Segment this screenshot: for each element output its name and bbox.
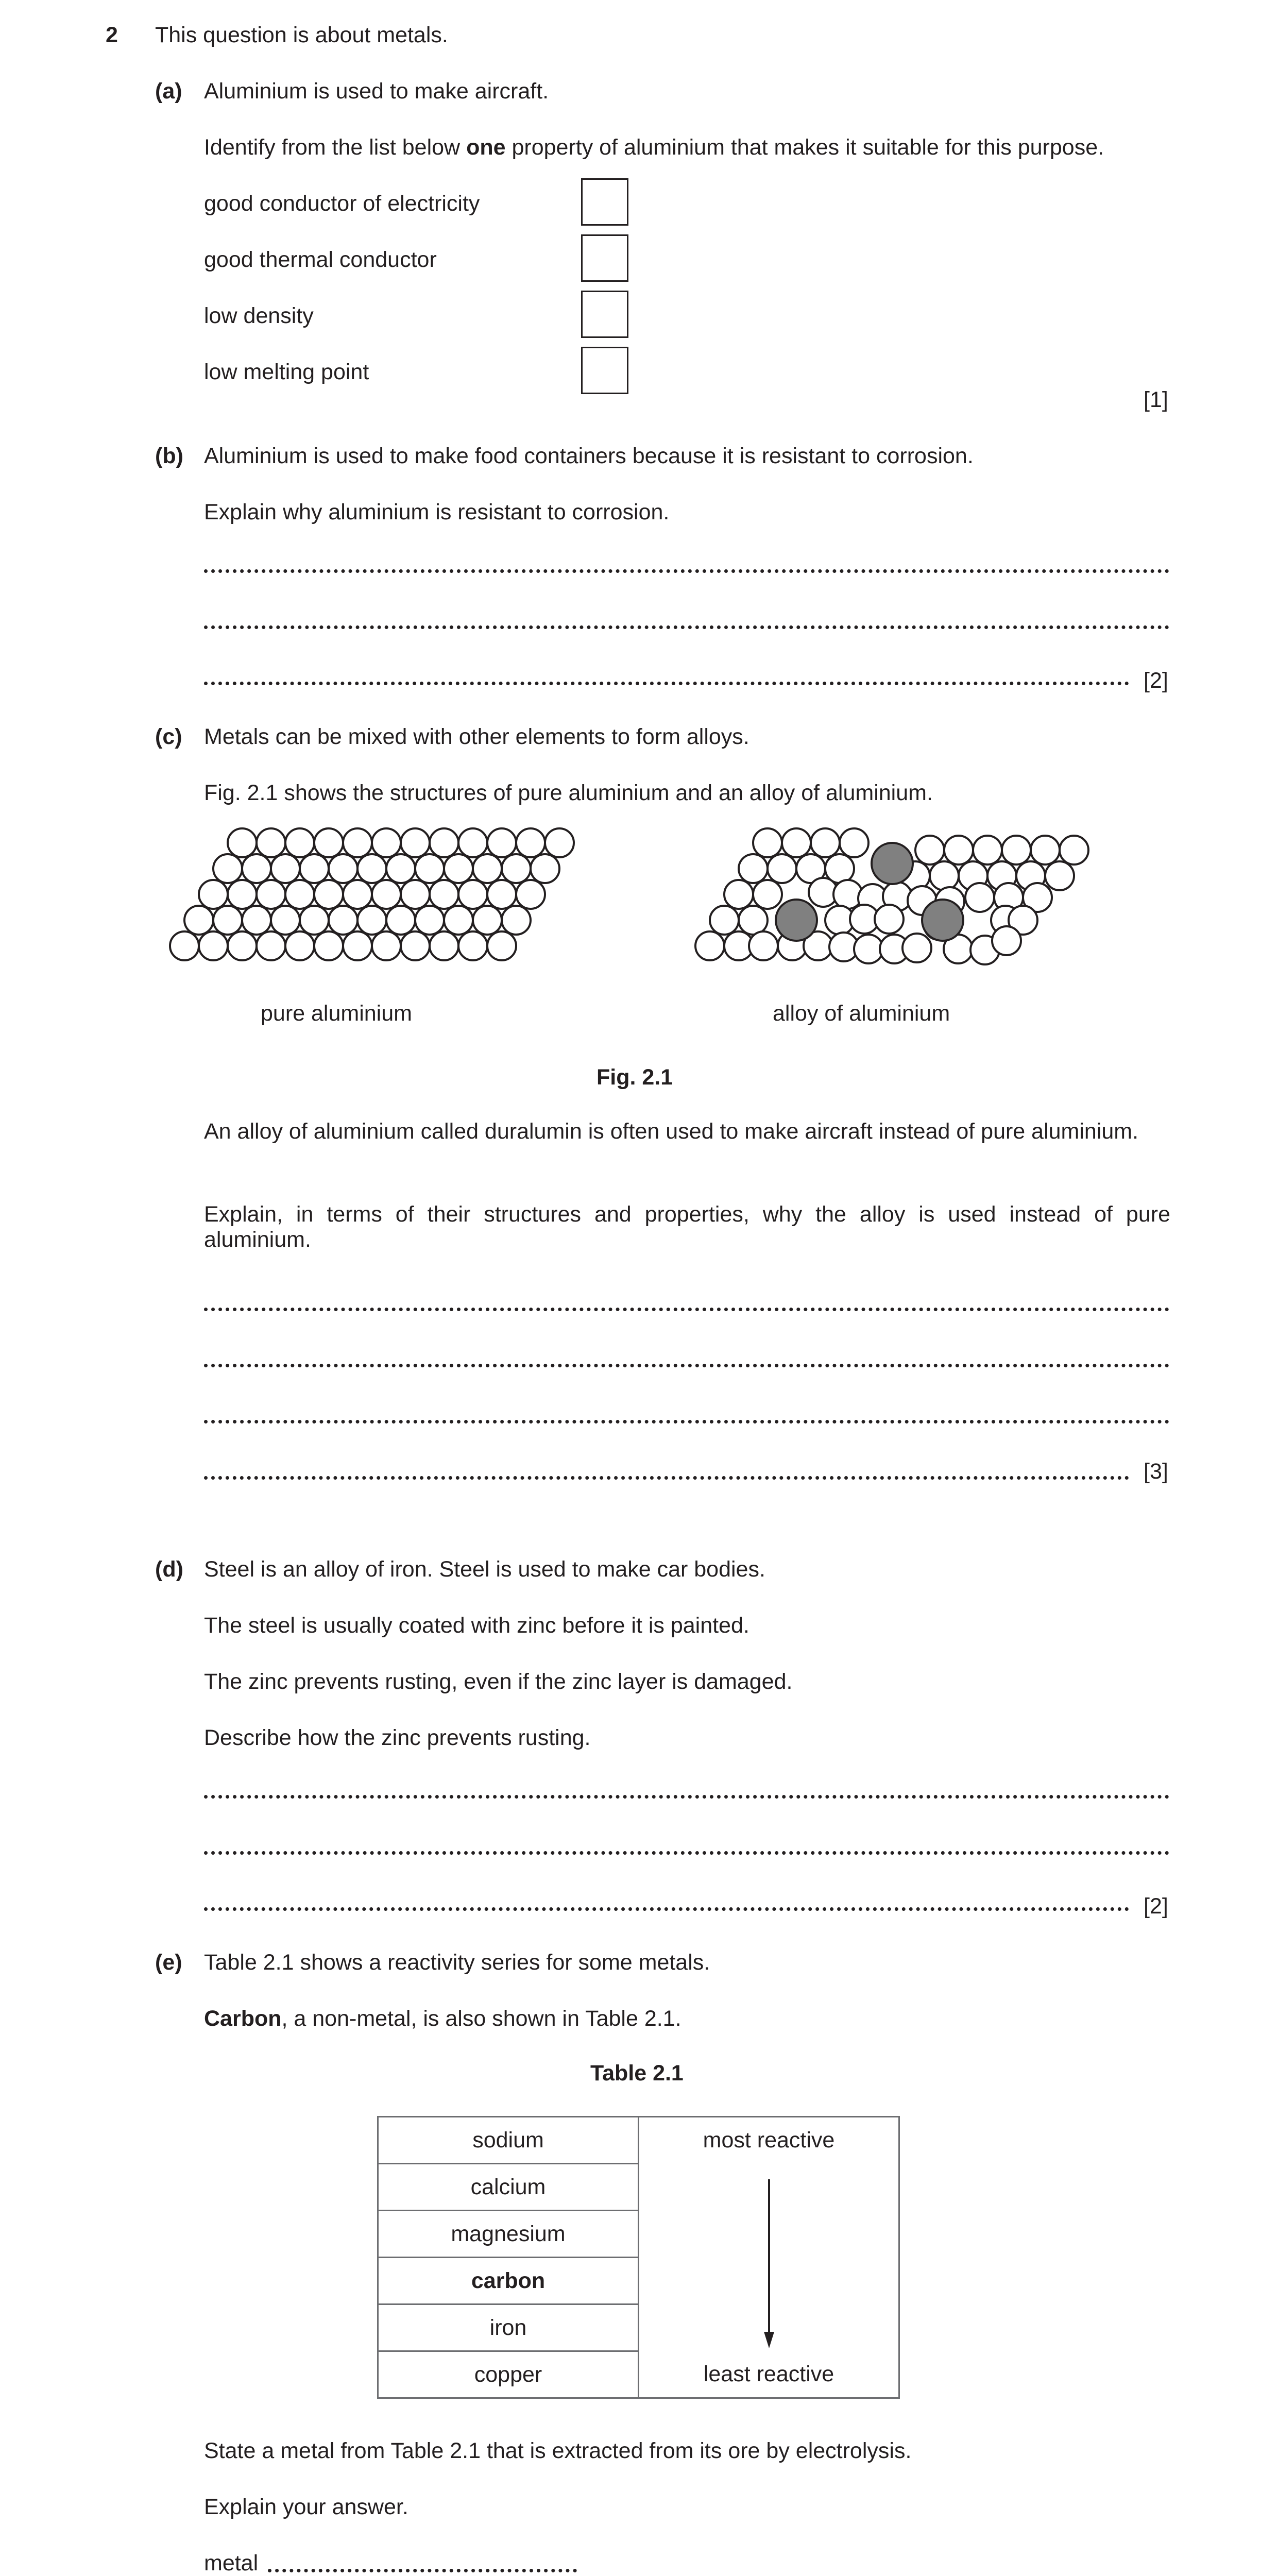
aluminium-atom (739, 854, 768, 883)
aluminium-atom (401, 931, 430, 960)
alloying-atom (872, 843, 913, 884)
aluminium-atom (343, 931, 372, 960)
part-e-label: (e) (155, 1950, 182, 1975)
aluminium-atom (257, 931, 285, 960)
aluminium-atom (213, 906, 242, 935)
aluminium-atom (314, 880, 343, 909)
part-a-instruction: Identify from the list below one property of aluminium that makes it suitable for this purpose. (204, 135, 1104, 160)
aluminium-atom (285, 828, 314, 857)
aluminium-atom (902, 934, 931, 962)
part-e-line1: Table 2.1 shows a reactivity series for some metals. (204, 1950, 710, 1975)
aluminium-atom (753, 880, 782, 909)
aluminium-atom (357, 906, 386, 935)
part-d-line2: The steel is usually coated with zinc before it is painted. (204, 1613, 749, 1638)
aluminium-atom (372, 880, 401, 909)
aluminium-atom (257, 828, 285, 857)
part-c-para1: An alloy of aluminium called duralumin is often used to make aircraft instead of pure aluminium. (204, 1119, 1139, 1144)
part-a-stem: Aluminium is used to make aircraft. (204, 79, 549, 104)
aluminium-atom (415, 906, 444, 935)
aluminium-atom (487, 828, 516, 857)
part-d-line1: Steel is an alloy of iron. Steel is used to make car bodies. (204, 1557, 765, 1582)
aluminium-atom (401, 828, 430, 857)
aluminium-atom (285, 931, 314, 960)
aluminium-atom (213, 854, 242, 883)
aluminium-atom (372, 828, 401, 857)
aluminium-atom (739, 906, 768, 935)
part-d-label: (d) (155, 1557, 183, 1582)
aluminium-atom (300, 906, 329, 935)
caption-alloy: alloy of aluminium (773, 1001, 950, 1026)
aluminium-atom (199, 931, 228, 960)
aluminium-atom (314, 931, 343, 960)
part-e-question: State a metal from Table 2.1 that is extracted from its ore by electrolysis. (204, 2438, 912, 2463)
part-b-label: (b) (155, 444, 183, 468)
aluminium-atom (285, 880, 314, 909)
aluminium-atom (545, 828, 574, 857)
aluminium-atom (199, 880, 228, 909)
aluminium-atom (695, 931, 724, 960)
answer-line[interactable] (204, 569, 1169, 573)
aluminium-atom (502, 854, 531, 883)
aluminium-atom (329, 854, 357, 883)
question-intro: This question is about metals. (155, 23, 448, 47)
aluminium-atom (753, 828, 782, 857)
answer-line[interactable] (204, 1308, 1169, 1311)
alloying-atom (922, 900, 963, 941)
part-c-stem: Metals can be mixed with other elements to form alloys. (204, 724, 749, 749)
option-checkbox[interactable] (581, 234, 628, 282)
answer-line[interactable] (204, 1907, 1129, 1911)
aluminium-atom (811, 828, 840, 857)
part-b-stem: Aluminium is used to make food containers because it is resistant to corrosion. (204, 444, 974, 468)
figure-title: Fig. 2.1 (597, 1065, 673, 1090)
part-e-explain: Explain your answer. (204, 2495, 408, 2519)
part-b-marks: [2] (1144, 668, 1168, 693)
least-reactive-label: least reactive (703, 2362, 834, 2386)
aluminium-atom (782, 828, 811, 857)
aluminium-atom (242, 854, 271, 883)
part-a-marks: [1] (1144, 387, 1168, 412)
option-label: low melting point (204, 360, 369, 384)
aluminium-atom (944, 836, 973, 865)
table-title: Table 2.1 (590, 2061, 684, 2086)
aluminium-atom (516, 880, 545, 909)
metal-answer-line[interactable] (268, 2569, 577, 2572)
part-d-line4: Describe how the zinc prevents rusting. (204, 1725, 591, 1750)
aluminium-atom (458, 828, 487, 857)
aluminium-atom (343, 880, 372, 909)
aluminium-atom (710, 906, 739, 935)
table-cell-metal: calcium (378, 2164, 639, 2211)
aluminium-atom (1002, 836, 1031, 865)
aluminium-atom (430, 880, 458, 909)
answer-line[interactable] (204, 625, 1169, 629)
aluminium-atom (502, 906, 531, 935)
part-c-fig-intro: Fig. 2.1 shows the structures of pure aluminium and an alloy of aluminium. (204, 781, 933, 805)
metal-label: metal (204, 2551, 259, 2575)
aluminium-atom (257, 880, 285, 909)
option-checkbox[interactable] (581, 291, 628, 338)
aluminium-atom (473, 854, 502, 883)
part-e-line2: Carbon, a non-metal, is also shown in Table 2.1. (204, 2006, 681, 2031)
aluminium-atom (300, 854, 329, 883)
aluminium-atom (329, 906, 357, 935)
part-c-label: (c) (155, 724, 182, 749)
option-checkbox[interactable] (581, 347, 628, 394)
part-c-marks: [3] (1144, 1459, 1168, 1484)
aluminium-atom (749, 931, 778, 960)
answer-line[interactable] (204, 1476, 1129, 1480)
reactivity-table (377, 2116, 900, 2399)
aluminium-atom (271, 906, 300, 935)
answer-line[interactable] (204, 1851, 1169, 1855)
aluminium-atom (415, 854, 444, 883)
aluminium-atom (228, 880, 257, 909)
reactivity-column (639, 2117, 899, 2398)
most-reactive-label: most reactive (703, 2128, 835, 2153)
aluminium-atom (516, 828, 545, 857)
answer-line[interactable] (204, 1364, 1169, 1367)
part-b-instruction: Explain why aluminium is resistant to corrosion. (204, 500, 670, 524)
aluminium-atom (343, 828, 372, 857)
answer-line[interactable] (204, 682, 1129, 685)
aluminium-atom (1060, 836, 1088, 865)
aluminium-atom (271, 854, 300, 883)
aluminium-atom (242, 906, 271, 935)
aluminium-atom (992, 926, 1021, 955)
aluminium-atom (930, 861, 959, 890)
aluminium-atom (487, 880, 516, 909)
aluminium-atom (487, 931, 516, 960)
aluminium-atom (458, 880, 487, 909)
aluminium-atom (531, 854, 559, 883)
part-a-label: (a) (155, 79, 182, 104)
aluminium-atom (228, 828, 257, 857)
answer-line[interactable] (204, 1795, 1169, 1799)
table-cell-metal: iron (378, 2304, 639, 2351)
aluminium-atom (915, 836, 944, 865)
aluminium-atom (1031, 836, 1060, 865)
aluminium-atom (854, 935, 883, 963)
table-cell-carbon: carbon (378, 2258, 639, 2304)
aluminium-atom (1045, 861, 1074, 890)
answer-line[interactable] (204, 1420, 1169, 1423)
option-label: low density (204, 303, 314, 328)
table-cell-metal: sodium (378, 2117, 639, 2164)
aluminium-atom (430, 931, 458, 960)
alloying-atom (776, 900, 817, 941)
aluminium-atom (184, 906, 213, 935)
table-cell-metal: magnesium (378, 2211, 639, 2258)
aluminium-atom (768, 854, 796, 883)
aluminium-atom (458, 931, 487, 960)
pure-aluminium-structure-diagram (165, 824, 608, 979)
table-cell-metal: copper (378, 2351, 639, 2398)
aluminium-atom (444, 854, 473, 883)
caption-pure-aluminium: pure aluminium (261, 1001, 412, 1026)
aluminium-atom (314, 828, 343, 857)
aluminium-atom (965, 883, 994, 912)
part-c-para2: Explain, in terms of their structures and properties, why the alloy is used instead of pure aluminium. (204, 1202, 1170, 1252)
part-d-line3: The zinc prevents rusting, even if the zinc layer is damaged. (204, 1669, 793, 1694)
aluminium-atom (401, 880, 430, 909)
aluminium-atom (473, 906, 502, 935)
aluminium-atom (228, 931, 257, 960)
aluminium-atom (444, 906, 473, 935)
aluminium-atom (973, 836, 1002, 865)
aluminium-atom (386, 906, 415, 935)
aluminium-atom (840, 828, 868, 857)
option-label: good thermal conductor (204, 247, 437, 272)
option-label: good conductor of electricity (204, 191, 480, 216)
alloy-structure-diagram (680, 824, 1123, 979)
aluminium-atom (875, 905, 904, 934)
question-number: 2 (106, 23, 118, 47)
aluminium-atom (372, 931, 401, 960)
aluminium-atom (357, 854, 386, 883)
aluminium-atom (170, 931, 199, 960)
aluminium-atom (386, 854, 415, 883)
aluminium-atom (430, 828, 458, 857)
decreasing-reactivity-arrow-icon (763, 2179, 775, 2349)
part-d-marks: [2] (1144, 1894, 1168, 1919)
option-checkbox[interactable] (581, 178, 628, 226)
aluminium-atom (724, 880, 753, 909)
